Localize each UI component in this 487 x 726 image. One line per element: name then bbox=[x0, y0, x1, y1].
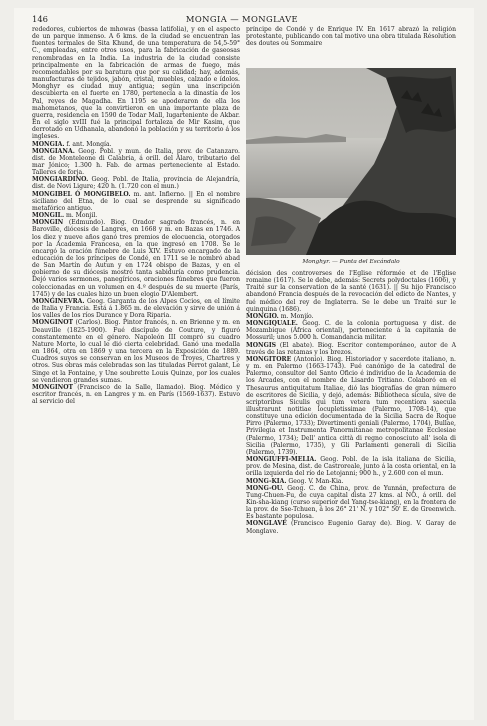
entry-text: f. ant. Mongía. bbox=[64, 140, 112, 148]
entry-text: décision des controverses de l'Eglise réformée et de l'Eglise romaine (1617). Se le debe, además: Secrets polydoctales (1606), y Traité sur la conservation de la santé (1631). || Su hijo Francisco abandonó Francia después de la revocación del edicto de Nantes, y fué médico del rey de Inglaterra. Se le debe un Traité sur le quinquina (1686). bbox=[246, 270, 456, 313]
left-entry bbox=[32, 319, 240, 383]
entry-text: Geog. V. Man-Kia. bbox=[286, 477, 344, 485]
entry-text: (El abate). Biog. Escritor contemporáneo, autor de A través de las retamas y los brezos. bbox=[246, 341, 456, 356]
left-entry bbox=[32, 176, 240, 190]
headword: MONGIS bbox=[246, 341, 277, 349]
left-entry bbox=[32, 212, 240, 219]
right-column bbox=[246, 270, 456, 535]
left-entry bbox=[32, 219, 240, 298]
entry-text: Geog. Pobl. de la isla italiana de Sicilia, prov. de Mesina, dist. de Castroreale, junto á la costa oriental, en la orilla izquierda del río de Letojanni; 900 h., y 2.600 con el mun. bbox=[246, 456, 456, 478]
entry-text: (Francisco de la Salle, llamado). Biog. Médico y escritor francés, n. en Langres y m. en París (1569-1637). Estuvo al servicio del bbox=[32, 383, 240, 406]
entry-text: (Edmundo). Biog. Orador sagrado francés, n. en Baroville, diócesis de Langres, en 1668 y m. en Bazas en 1746. A los diez y nueve años ganó tres premios de elocuencia, otorgados por la Academia Francesa, en la que ingresó en 1708. Se le encargó la oración fúnebre de Luis XIV. Estuvo encargado de la educación de los príncipes de Condé, en 1711 se le nombró abad de San Martín de Autun y en 1724 obispo de Bazas, y en el gobierno de su diócesis mostró tanta sabiduría como prudencia. Dejó varios sermones, panegíricos, oraciones fúnebres que fueron coleccionadas en un volumen en 4.º después de su muerte (París, 1745) y de las cuales hizo un buen elogio D'Alembert. bbox=[32, 219, 240, 298]
right-entry bbox=[246, 270, 456, 313]
headword: MONGIO. bbox=[246, 312, 279, 320]
right-entry bbox=[246, 342, 456, 356]
right-entry bbox=[246, 356, 456, 456]
entry-text: Geog. Garganta de los Alpes Cocios, en el límite de Italia y Francia. Está á 1.865 m. de elevación y sirve de unión á los valles de los ríos Durance y Dora Riparia. bbox=[32, 297, 240, 320]
right-entry bbox=[246, 456, 456, 477]
headword: MONGIUFFI-MELIA. bbox=[246, 456, 317, 464]
headword: MONGIA. bbox=[32, 140, 65, 148]
entry-text: m. Monjío. bbox=[278, 312, 314, 320]
left-entry bbox=[32, 384, 240, 405]
right-top-text: príncipe de Condé y de Enrique IV. En 1617 abrazó la religión protestante, publicando con tal motivo una obra titulada Résolution des doutes ou Sommaire bbox=[246, 26, 456, 48]
left-entry bbox=[32, 191, 240, 212]
right-entry bbox=[246, 320, 456, 341]
headword: MONGITORE bbox=[246, 355, 292, 363]
left-entry bbox=[32, 141, 240, 148]
headword: MONGINEVRA. bbox=[32, 297, 85, 305]
entry-text: Geog. Pobl. y mun. de Italia, prov. de Catanzaro. dist. de Monteleone di Calabria, á orill. del Alaro, tributario del mar Jónico; 1.300 h. Fab. de armas perteneciente al Estado. Talleres de forja. bbox=[32, 147, 240, 177]
left-entry bbox=[32, 148, 240, 177]
entry-text: m. ant. Infierno. || En el nombre siciliano del Etna, de lo cual se desprende su significado metafórico antiguo. bbox=[32, 190, 240, 212]
book-page bbox=[14, 8, 474, 720]
headword: MONGLAVE bbox=[246, 520, 287, 528]
left-entry bbox=[32, 298, 240, 319]
headword: MONGIBEL Ó MONGIBELO. bbox=[32, 190, 131, 198]
page-number: 146 bbox=[32, 14, 48, 24]
entry-text: Geog. Pobl. de Italia, provincia de Alejandría, dist. de Novi Ligure; 420 h. (1.720 con el mun.) bbox=[32, 176, 240, 191]
landscape-photo bbox=[246, 68, 456, 255]
entry-text: (Carlos). Biog. Pintor francés, n. en Brienne y m. en Deauville (1825-1900). Fué discípulo de Couture, y figuró constantemente en el género. Napoleón III compró su cuadro Nature Morte, lo cual le dió cierta celebridad. Ganó una medalla en 1864, otra en 1869 y una tercera en la Exposición de 1889. Cuadros suyos se conservan en los Museos de Troyes, Chartres y otros. Sus obras más celebradas son las tituladas Perrot galant, Le Singe et la Fontaine, y Une soubrette Louis Quinze, por los cuales se vendieron grandes sumas. bbox=[32, 319, 240, 384]
entry-text: (Antonio). Biog. Historiador y sacerdote italiano, n. y m. en Palermo (1663-1743). Fué canónigo de la catedral de Palermo, consultor del Santo Oficio é individuo de la Academia de los Arcades, con el nombre de Lisardo Tritiano. Colaboró en el Thesaurus antiquitatum Italiae, dió las biografías de gran número de escritores de Sicilia, y dejó, además: Bibliotheca sicula, sive de scriptoribus Siculis qui tum vetera tum recentiora saecula illustrarunt notitiae locupletissimae (Palermo, 1708-14), que constituye una edición documentada de la Sicilia Sacra de Roque Pirro (Palermo, 1733); Divertimenti geniali (Palermo, 1704), Bullae, Privilegia et Instrumenta Panormitanae metropolitanae Ecclesiae (Palermo, 1734); Dell' antica città di regno conosciuto all' isola di Sicilia (Palermo, 1735), y Gli Parlamenti generali di Sicilia (Palermo, 1739). bbox=[246, 355, 456, 456]
entry-text: Geog. C. de la colonia portuguesa y dist. de Mozambique (África oriental), perteneciente á la capitanía de Mossuril; unos 5.000 h. Comandancia militar. bbox=[246, 320, 456, 342]
page-header bbox=[32, 12, 452, 26]
headword: MONGIARDINO. bbox=[32, 176, 89, 184]
entry-text: rededores, cubiertos de mhowas (bassa latifolia), y en el aspecto de un parque inmenso. A 6 kms. de la ciudad se encuentran las fuentes termales de Sita Khund, de una temperatura de 54,5-59° C., empleadas, entre otros usos, para la fabricación de gaseosas renombradas en la India. La industria de la ciudad consiste principalmente en la fabricación de armas de fuego, más recomendables por su baratura que por su calidad; hay, además, manufacturas de tejidos, jabón, cristal, muebles, calzado e ídolos. Monghyr es ciudad muy antigua; según una inscripción descubierta en el fuerte en 1780, pertenecía a la dinastía de los Pal, reyes de Magadha. En 1195 se apoderaron de ella los mahometanos, que la convirtieron en una importante plaza de guerra, residencia en 1590 de Todar Mall, lugarteniente de Akbar. En el siglo xvIII fué la principal fortaleza de Mir Kasim, que derrotado en Udhanala, abandonó la población y su territorio á los ingleses. bbox=[32, 26, 240, 141]
left-column bbox=[32, 26, 240, 405]
entry-text: Geog. C. de China, prov. de Yunnán, prefectura de Tung-Chuen-Fu, de cuya capital dista 27 kms. al NO., á orill. del Kin-sha-kiang (curso superior del Yang-tse-kiang), en la frontera de la prov. de Sse-Tchuen, á los 26° 21' N. y 102° 50' E. de Greenwich. Es bastante populosa. bbox=[246, 484, 456, 521]
running-title: MONGIA — MONGLAVE bbox=[185, 14, 299, 24]
right-entry bbox=[246, 485, 456, 521]
photo-caption: Monghyr. — Punta del Escándalo bbox=[302, 259, 400, 265]
right-entry bbox=[246, 313, 456, 320]
entry-text: (Francisco Eugenio Garay de). Biog. V. Garay de Monglave. bbox=[246, 520, 456, 535]
left-entry bbox=[32, 26, 240, 141]
headword: MONGIANA. bbox=[32, 147, 75, 155]
headword: MONGIQUALE. bbox=[246, 320, 298, 328]
headword: MONG-KIA. bbox=[246, 477, 287, 485]
headword: MONGIN bbox=[32, 219, 64, 227]
right-column-top bbox=[246, 26, 456, 64]
headword: MONGINOT bbox=[32, 383, 74, 391]
headword: MONGIL. bbox=[32, 212, 65, 220]
right-entry bbox=[246, 520, 456, 534]
headword: MONGINOT bbox=[32, 319, 74, 327]
headword: MONG-OU. bbox=[246, 484, 284, 492]
entry-text: m. Monjil. bbox=[64, 212, 98, 220]
right-entry bbox=[246, 478, 456, 485]
